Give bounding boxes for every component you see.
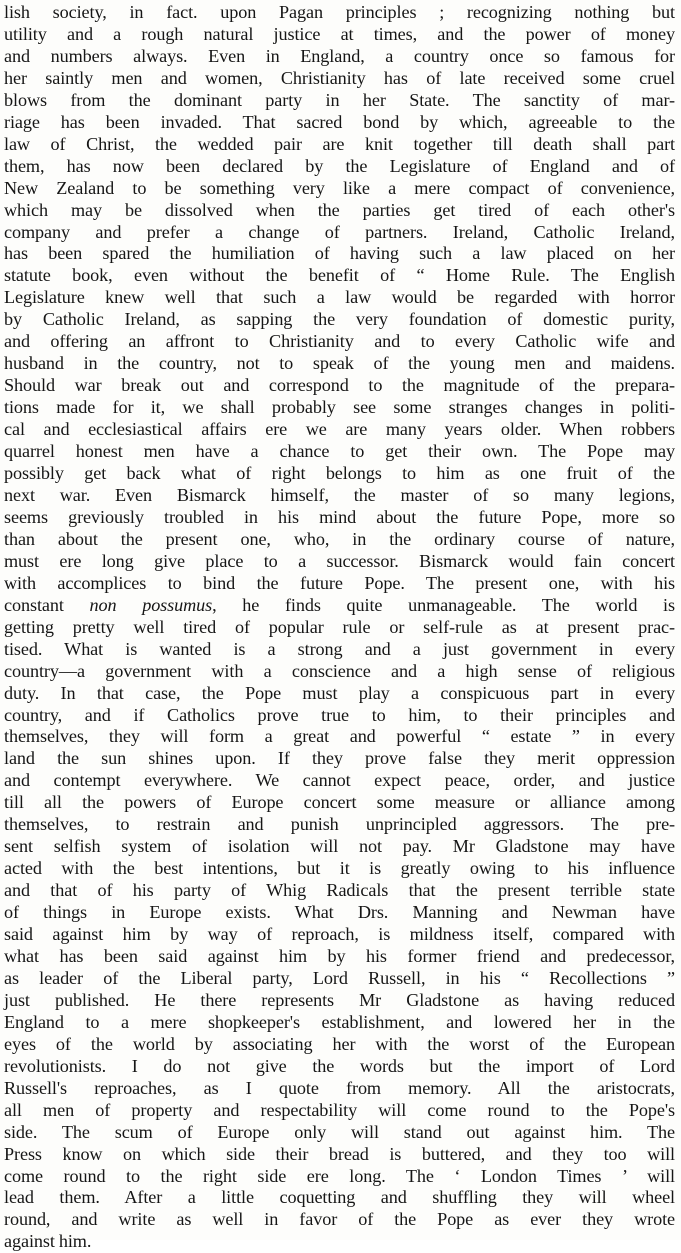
text-line: Press know on which side their bread is buttered, and they too will: [4, 1143, 675, 1164]
text-line: and numbers always. Even in England, a country once so famous for: [4, 45, 675, 66]
text-line: has been spared the humiliation of having such a law placed on her: [4, 243, 675, 264]
text-line: duty. In that case, the Pope must play a conspicuous part in every: [4, 682, 675, 703]
text-line: country, and if Catholics prove true to him, to their principles and: [4, 704, 675, 725]
text-line: lish society, in fact. upon Pagan principles ; recognizing nothing but: [4, 2, 675, 22]
text-line: against him.: [4, 1231, 92, 1252]
text-line: than about the present one, who, in the ordinary course of nature,: [4, 528, 675, 549]
text-line: sent selfish system of isolation will not pay. Mr Gladstone may have: [4, 836, 675, 857]
text-line: with accomplices to bind the future Pope. The present one, with his: [4, 572, 675, 593]
text-line: by Catholic Ireland, as sapping the very foundation of domestic purity,: [4, 309, 675, 330]
text-line: cal and ecclesiastical affairs ere we are many years older. When robbers: [4, 419, 675, 440]
text-line: them, has now been declared by the Legislature of England and of: [4, 155, 675, 176]
text-line: Should war break out and correspond to the magnitude of the prepara-: [4, 375, 675, 396]
text-line: quarrel honest men have a chance to get their own. The Pope may: [4, 441, 675, 462]
text-line: country—a government with a conscience and a high sense of religious: [4, 660, 675, 681]
text-line: of things in Europe exists. What Drs. Manning and Newman have: [4, 902, 675, 923]
text-line: themselves, to restrain and punish unprincipled aggressors. The pre-: [4, 814, 675, 835]
text-line: utility and a rough natural justice at times, and the power of money: [4, 23, 675, 44]
text-line: next war. Even Bismarck himself, the master of so many legions,: [4, 484, 675, 505]
text-line: seems greviously troubled in his mind about the future Pope, more so: [4, 506, 675, 527]
text-line: and contempt everywhere. We cannot expect peace, order, and justice: [4, 770, 675, 791]
article-column: [4, 2, 675, 1253]
text-line: till all the powers of Europe concert some measure or alliance among: [4, 792, 675, 813]
text-line: acted with the best intentions, but it is greatly owing to his influence: [4, 858, 675, 879]
text-line: and offering an affront to Christianity and to every Catholic wife and: [4, 331, 675, 352]
text-line: Legislature knew well that such a law would be regarded with horror: [4, 287, 675, 308]
text-line: revolutionists. I do not give the words but the import of Lord: [4, 1055, 675, 1076]
text-line: tions made for it, we shall probably see some stranges changes in politi-: [4, 397, 675, 418]
text-run: , he finds quite unmanageable. The world is: [212, 594, 675, 615]
text-line: land the sun shines upon. If they prove false they merit oppression: [4, 748, 675, 769]
text-line: company and prefer a change of partners. Ireland, Catholic Ireland,: [4, 221, 675, 242]
italic-phrase: non possumus: [89, 594, 213, 615]
text-line: said against him by way of reproach, is mildness itself, compared with: [4, 924, 675, 945]
text-line: must ere long give place to a successor. Bismarck would fain concert: [4, 550, 675, 571]
text-line: what has been said against him by his former friend and predecessor,: [4, 945, 675, 966]
text-line: New Zealand to be something very like a mere compact of convenience,: [4, 177, 675, 198]
text-line: come round to the right side ere long. The ‘ London Times ’ will: [4, 1165, 675, 1186]
text-line: [4, 595, 675, 617]
text-line: side. The scum of Europe only will stand out against him. The: [4, 1121, 675, 1142]
text-line: round, and write as well in favor of the Pope as ever they wrote: [4, 1209, 675, 1230]
text-run: constant: [4, 594, 90, 615]
text-line: as leader of the Liberal party, Lord Russell, in his “ Recollections ”: [4, 967, 675, 988]
text-line: eyes of the world by associating her with the worst of the European: [4, 1033, 675, 1054]
text-line: riage has been invaded. That sacred bond by which, agreeable to the: [4, 111, 675, 132]
text-line: England to a mere shopkeeper's establishment, and lowered her in the: [4, 1011, 675, 1032]
text-line: her saintly men and women, Christianity has of late received some cruel: [4, 67, 675, 88]
text-line: lead them. After a little coquetting and shuffling they will wheel: [4, 1187, 675, 1208]
text-line: husband in the country, not to speak of the young men and maidens.: [4, 353, 675, 374]
text-line: tised. What is wanted is a strong and a just government in every: [4, 638, 675, 659]
text-line: getting pretty well tired of popular rule or self-rule as at present prac-: [4, 616, 675, 637]
text-line: statute book, even without the benefit of “ Home Rule. The English: [4, 265, 675, 286]
text-line: just published. He there represents Mr Gladstone as having reduced: [4, 989, 675, 1010]
text-line: which may be dissolved when the parties get tired of each other's: [4, 199, 675, 220]
text-line: and that of his party of Whig Radicals that the present terrible state: [4, 880, 675, 901]
text-line: blows from the dominant party in her State. The sanctity of mar-: [4, 89, 675, 110]
text-line: law of Christ, the wedded pair are knit together till death shall part: [4, 133, 675, 154]
text-line: all men of property and respectability will come round to the Pope's: [4, 1099, 675, 1120]
text-line: themselves, they will form a great and powerful “ estate ” in every: [4, 726, 675, 747]
text-line: possibly get back what of right belongs to him as one fruit of the: [4, 463, 675, 484]
text-line: Russell's reproaches, as I quote from memory. All the aristocrats,: [4, 1077, 675, 1098]
